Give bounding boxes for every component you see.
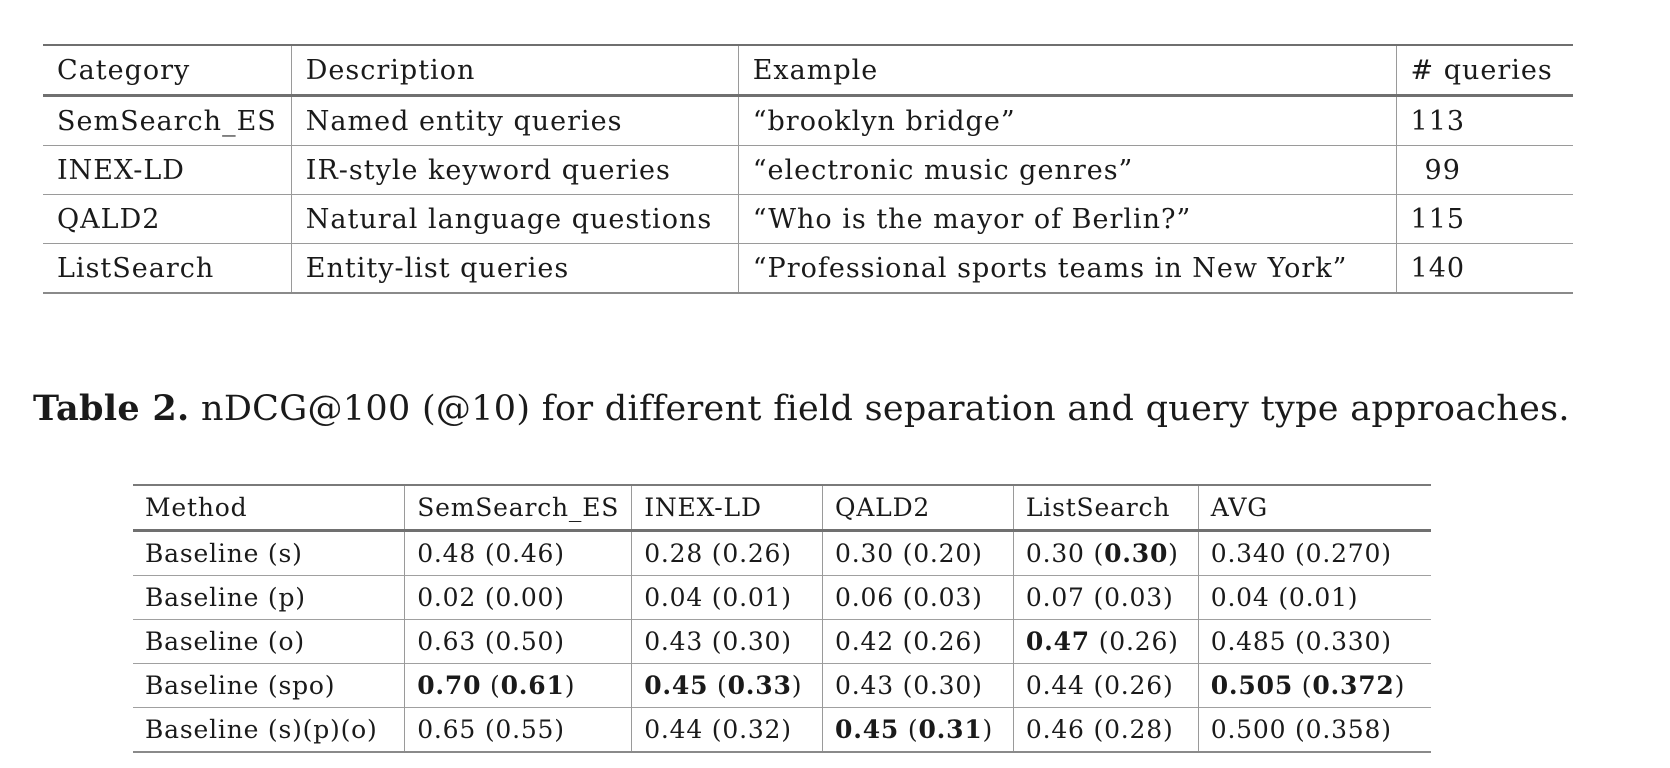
- ndcg10-value: 0.00: [495, 583, 555, 612]
- avg-score-cell: 0.485 (0.330): [1198, 620, 1431, 664]
- table-row: [43, 195, 1573, 244]
- qald2-score-cell: 0.45 (0.31): [823, 708, 1014, 753]
- ndcg100-value: 0.28: [644, 539, 704, 568]
- table2-header-qald2: QALD2: [823, 485, 1014, 531]
- example-cell: “brooklyn bridge”: [738, 96, 1396, 146]
- table2-caption: [33, 388, 1570, 429]
- semsearch-score-cell: 0.02 (0.00): [405, 576, 632, 620]
- category-cell: ListSearch: [57, 252, 215, 284]
- ndcg100-value: 0.06: [835, 583, 894, 612]
- table-row: [43, 244, 1573, 294]
- ndcg100-value: 0.63: [417, 627, 477, 656]
- table-row: [133, 531, 1431, 576]
- ndcg100-value: 0.505: [1210, 671, 1294, 700]
- semsearch-score-cell: 0.48 (0.46): [405, 531, 632, 576]
- ndcg100-value: 0.485: [1210, 627, 1287, 656]
- inex-score-cell: 0.44 (0.32): [632, 708, 823, 753]
- caption-text: nDCG@100 (@10) for different field separation and query type approaches.: [200, 389, 1570, 429]
- query-categories-table: [43, 44, 1573, 294]
- inex-score-cell: 0.43 (0.30): [632, 620, 823, 664]
- ndcg10-value: 0.50: [495, 627, 555, 656]
- ndcg10-value: 0.61: [500, 671, 565, 700]
- ndcg100-value: 0.48: [417, 539, 477, 568]
- qald2-score-cell: 0.06 (0.03): [823, 576, 1014, 620]
- method-cell: Baseline (s): [145, 539, 303, 568]
- table2-header-avg: AVG: [1198, 485, 1431, 531]
- table-row: [133, 576, 1431, 620]
- ndcg10-value: 0.01: [1288, 583, 1348, 612]
- listsearch-score-cell: 0.44 (0.26): [1013, 664, 1198, 708]
- qald2-score-cell: 0.43 (0.30): [823, 664, 1014, 708]
- category-cell: SemSearch_ES: [57, 105, 277, 137]
- listsearch-score-cell: 0.47 (0.26): [1013, 620, 1198, 664]
- ndcg100-value: 0.02: [417, 583, 477, 612]
- inex-score-cell: 0.04 (0.01): [632, 576, 823, 620]
- ndcg10-value: 0.32: [722, 715, 782, 744]
- ndcg100-value: 0.04: [1210, 583, 1270, 612]
- ndcg10-value: 0.26: [913, 627, 973, 656]
- ndcg100-value: 0.46: [1025, 715, 1085, 744]
- table2-header-method: Method: [145, 493, 248, 522]
- example-cell: “Who is the mayor of Berlin?”: [738, 195, 1396, 244]
- inex-score-cell: 0.45 (0.33): [632, 664, 823, 708]
- inex-score-cell: 0.28 (0.26): [632, 531, 823, 576]
- table2-header-listsearch: ListSearch: [1013, 485, 1198, 531]
- avg-score-cell: 0.505 (0.372): [1198, 664, 1431, 708]
- table1-header-category: Category: [57, 54, 191, 86]
- ndcg100-value: 0.70: [417, 671, 482, 700]
- ndcg10-value: 0.270: [1305, 539, 1382, 568]
- table-row: [133, 708, 1431, 753]
- table-row: [43, 96, 1573, 146]
- description-cell: Natural language questions: [291, 195, 738, 244]
- ndcg100-value: 0.47: [1025, 627, 1090, 656]
- ndcg10-value: 0.30: [722, 627, 782, 656]
- description-cell: IR-style keyword queries: [291, 146, 738, 195]
- semsearch-score-cell: 0.70 (0.61): [405, 664, 632, 708]
- ndcg100-value: 0.44: [1025, 671, 1085, 700]
- ndcg100-value: 0.44: [644, 715, 704, 744]
- ndcg100-value: 0.30: [835, 539, 894, 568]
- ndcg100-value: 0.45: [835, 715, 900, 744]
- queries-count-cell: 140: [1396, 244, 1573, 294]
- category-cell: INEX-LD: [57, 154, 185, 186]
- ndcg10-value: 0.26: [722, 539, 782, 568]
- ndcg10-value: 0.20: [913, 539, 973, 568]
- semsearch-score-cell: 0.65 (0.55): [405, 708, 632, 753]
- ndcg10-value: 0.372: [1312, 671, 1395, 700]
- description-cell: Named entity queries: [291, 96, 738, 146]
- table2-header-row: [133, 485, 1431, 531]
- queries-count-cell: [1396, 146, 1573, 195]
- queries-count-cell: 115: [1396, 195, 1573, 244]
- table1-header-example: Example: [738, 45, 1396, 96]
- listsearch-score-cell: 0.07 (0.03): [1013, 576, 1198, 620]
- ndcg100-value: 0.43: [644, 627, 704, 656]
- ndcg10-value: 0.46: [495, 539, 555, 568]
- ndcg10-value: 0.26: [1104, 671, 1163, 700]
- semsearch-score-cell: 0.63 (0.50): [405, 620, 632, 664]
- description-cell: Entity-list queries: [291, 244, 738, 294]
- ndcg100-value: 0.04: [644, 583, 704, 612]
- table2-header-inex: INEX-LD: [632, 485, 823, 531]
- ndcg100-value: 0.43: [835, 671, 894, 700]
- ndcg10-value: 0.30: [913, 671, 973, 700]
- avg-score-cell: 0.340 (0.270): [1198, 531, 1431, 576]
- queries-count-value: 99: [1424, 154, 1461, 186]
- ndcg10-value: 0.01: [722, 583, 782, 612]
- ndcg100-value: 0.30: [1025, 539, 1085, 568]
- ndcg100-value: 0.340: [1210, 539, 1287, 568]
- ndcg100-value: 0.500: [1210, 715, 1287, 744]
- ndcg10-value: 0.358: [1305, 715, 1382, 744]
- ndcg-results-table: [133, 484, 1431, 753]
- table1-header-description: Description: [291, 45, 738, 96]
- table1-header-row: [43, 45, 1573, 96]
- caption-label: Table 2.: [33, 388, 190, 429]
- qald2-score-cell: 0.30 (0.20): [823, 531, 1014, 576]
- avg-score-cell: 0.500 (0.358): [1198, 708, 1431, 753]
- ndcg100-value: 0.65: [417, 715, 477, 744]
- ndcg100-value: 0.42: [835, 627, 894, 656]
- method-cell: Baseline (s)(p)(o): [145, 715, 378, 744]
- method-cell: Baseline (o): [145, 627, 305, 656]
- ndcg100-value: 0.07: [1025, 583, 1085, 612]
- qald2-score-cell: 0.42 (0.26): [823, 620, 1014, 664]
- category-cell: QALD2: [57, 203, 161, 235]
- table1-header-queries: # queries: [1396, 45, 1573, 96]
- ndcg10-value: 0.330: [1305, 627, 1382, 656]
- avg-score-cell: 0.04 (0.01): [1198, 576, 1431, 620]
- ndcg10-value: 0.28: [1104, 715, 1163, 744]
- table-row: [43, 146, 1573, 195]
- method-cell: Baseline (spo): [145, 671, 336, 700]
- ndcg10-value: 0.03: [913, 583, 973, 612]
- method-cell: Baseline (p): [145, 583, 306, 612]
- table-row: [133, 664, 1431, 708]
- table2-header-semsearch: SemSearch_ES: [405, 485, 632, 531]
- table-row: [133, 620, 1431, 664]
- listsearch-score-cell: 0.46 (0.28): [1013, 708, 1198, 753]
- example-cell: “Professional sports teams in New York”: [738, 244, 1396, 294]
- ndcg100-value: 0.45: [644, 671, 709, 700]
- ndcg10-value: 0.55: [495, 715, 555, 744]
- queries-count-cell: 113: [1396, 96, 1573, 146]
- ndcg10-value: 0.30: [1104, 539, 1169, 568]
- ndcg10-value: 0.26: [1109, 627, 1169, 656]
- ndcg10-value: 0.03: [1104, 583, 1163, 612]
- ndcg10-value: 0.31: [918, 715, 983, 744]
- example-cell: “electronic music genres”: [738, 146, 1396, 195]
- ndcg10-value: 0.33: [727, 671, 792, 700]
- listsearch-score-cell: 0.30 (0.30): [1013, 531, 1198, 576]
